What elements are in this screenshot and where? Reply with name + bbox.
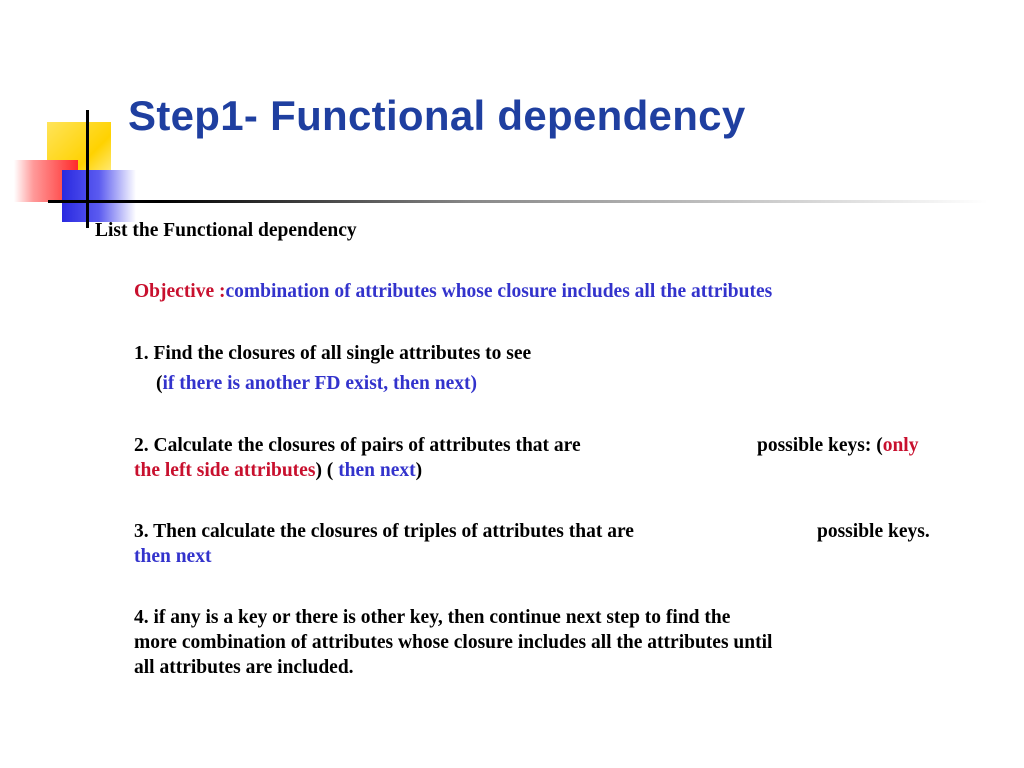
- step1-paren-close: ): [470, 373, 477, 394]
- step4-line3: all attributes are included.: [134, 657, 354, 678]
- step2-line1a: 2. Calculate the closures of pairs of attributes that are: [134, 435, 581, 456]
- step3-line1a: 3. Then calculate the closures of triples of attributes that are: [134, 521, 634, 542]
- step1-line2: [156, 372, 477, 396]
- intro-text: List the Functional dependency: [95, 220, 357, 241]
- step2-left-side-text: the left side attributes: [134, 460, 316, 481]
- decor-vertical-line: [86, 110, 89, 228]
- title-divider-line: [48, 200, 988, 203]
- step2-line1b: [757, 434, 918, 458]
- decor-blue-square: [62, 170, 136, 222]
- step4-line1: 4. if any is a key or there is other key, then continue next step to find the: [134, 607, 731, 628]
- step2-then-next: then next: [338, 460, 416, 481]
- step1-line1: 1. Find the closures of all single attributes to see: [134, 343, 532, 364]
- objective-line: [134, 280, 772, 304]
- step4-line2: more combination of attributes whose closure includes all the attributes until: [134, 632, 773, 653]
- step1-paren-open: (: [156, 373, 163, 394]
- step2-paren-mid: ) (: [315, 460, 339, 481]
- objective-label: Objective: [134, 281, 215, 302]
- objective-colon: :: [214, 281, 226, 302]
- step3-then-next: then next: [134, 546, 212, 567]
- step3-line1b: possible keys.: [817, 521, 930, 542]
- step2-keys-text: possible keys: (: [757, 435, 883, 456]
- objective-text: combination of attributes whose closure includes all the attributes: [225, 281, 773, 302]
- step1-next-text: if there is another FD exist, then next: [162, 373, 471, 394]
- step2-only-text: only: [882, 435, 919, 456]
- slide-title: Step1- Functional dependency: [128, 92, 746, 139]
- step2-paren-close: ): [415, 460, 423, 481]
- step2-line2: [134, 459, 422, 483]
